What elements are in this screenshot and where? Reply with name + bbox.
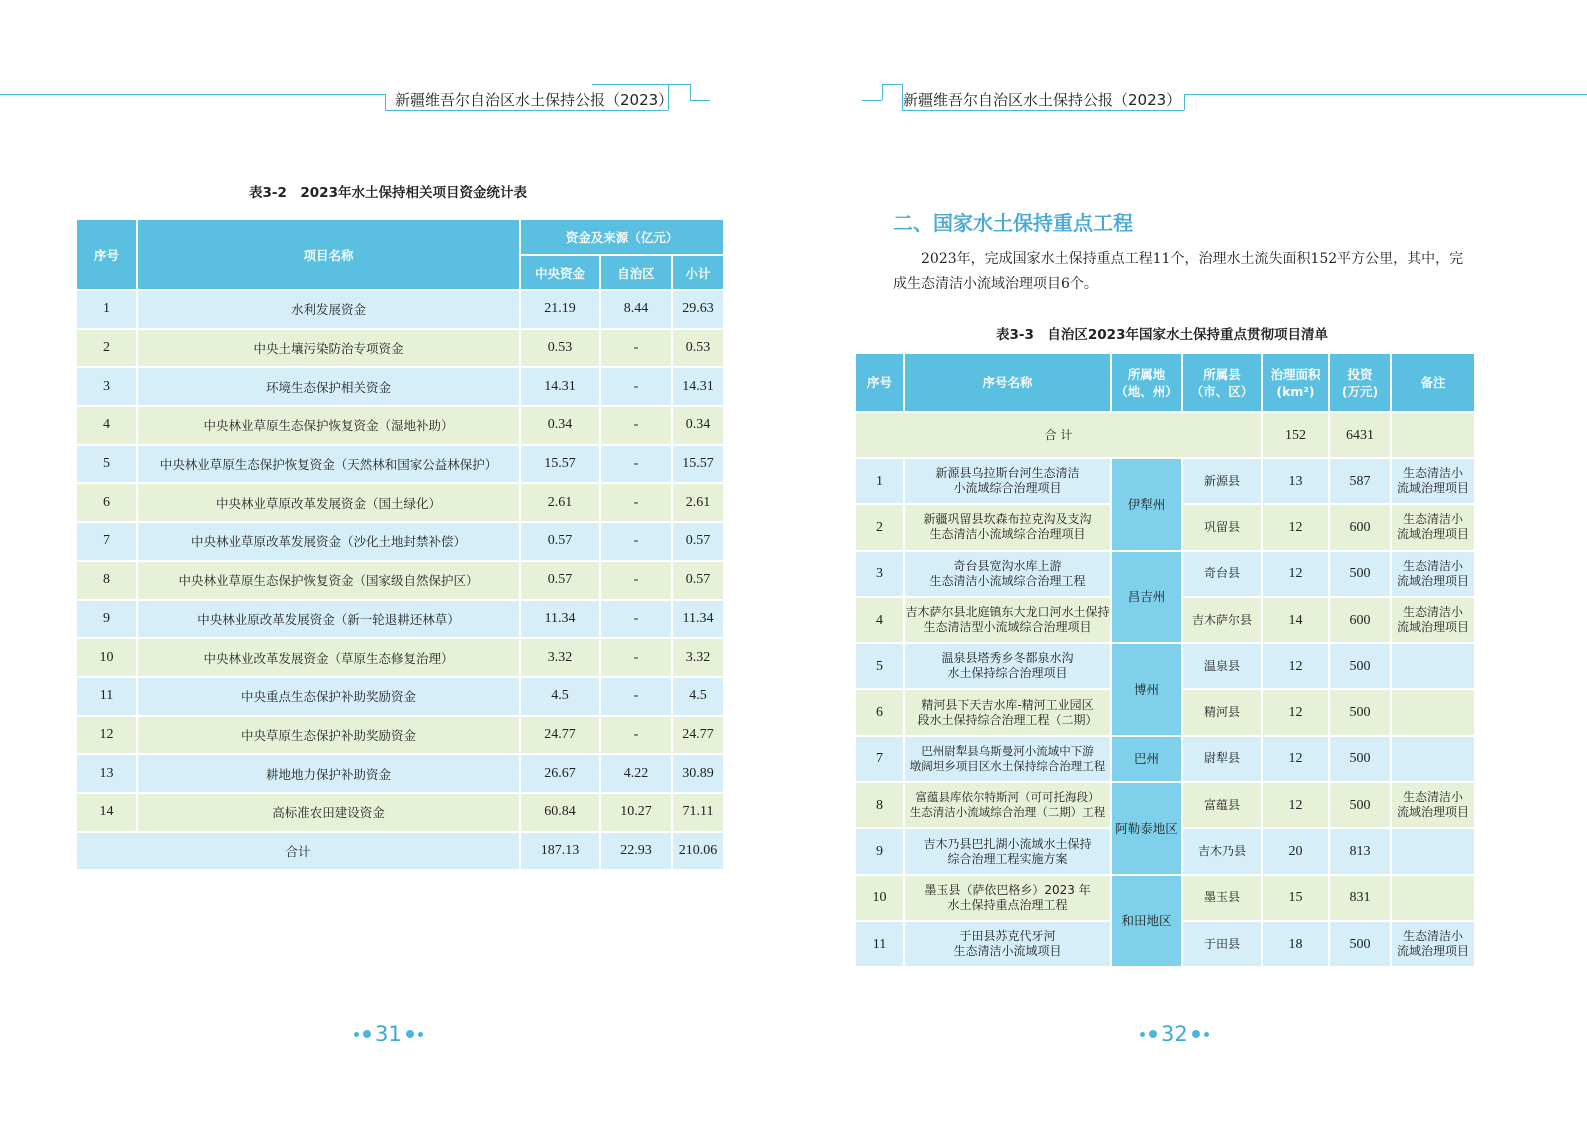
table-row [77,677,724,716]
cell-central: 21.19 [520,290,600,329]
header-bracket-left-v1 [385,94,386,110]
table-row [77,754,724,793]
cell-seq: 2 [856,504,904,550]
cell-investment: 831 [1329,875,1391,921]
table-row [856,458,1475,504]
page-dot [354,1032,359,1037]
cell-subtotal: 0.53 [672,329,724,368]
cell-subtotal: 3.32 [672,638,724,677]
cell-central: 0.53 [520,329,600,368]
table-row [77,367,724,406]
cell-note: 生态清洁小 流域治理项目 [1391,504,1475,550]
header-county: 所属县 （市、区） [1182,354,1262,412]
funding-table [77,220,725,871]
cell-investment: 500 [1329,643,1391,689]
header-prefecture: 所属地 （地、州） [1111,354,1182,412]
header-project-name: 项目名称 [137,220,520,290]
cell-name: 中央林业原改革发展资金（新一轮退耕还林草） [137,600,520,639]
total-note [1391,412,1475,458]
cell-region: 8.44 [600,290,672,329]
cell-subtotal: 0.57 [672,522,724,561]
cell-county: 尉犁县 [1182,736,1262,782]
cell-region: - [600,638,672,677]
cell-region: - [600,677,672,716]
header-bracket-right-v3 [1184,94,1185,110]
table-3-2-caption: 表3-2 2023年水土保持相关项目资金统计表 [249,185,527,201]
total-label: 合 计 [856,412,1262,458]
cell-name: 巴州尉犁县乌斯曼河小流域中下游 墩阔坦乡项目区水土保持综合治理工程 [904,736,1111,782]
header-investment: 投资 (万元) [1329,354,1391,412]
cell-note: 生态清洁小 流域治理项目 [1391,551,1475,597]
cell-seq: 6 [77,483,137,522]
header-bracket-right-tail [862,100,882,101]
cell-seq: 1 [856,458,904,504]
cell-name: 中央草原生态保护补助奖励资金 [137,716,520,755]
total-row [77,832,724,871]
page-dot [1192,1030,1200,1038]
cell-central: 26.67 [520,754,600,793]
total-subtotal: 210.06 [672,832,724,871]
cell-name: 高标准农田建设资金 [137,793,520,832]
cell-name: 水利发展资金 [137,290,520,329]
cell-county: 巩留县 [1182,504,1262,550]
cell-investment: 587 [1329,458,1391,504]
cell-seq: 3 [856,551,904,597]
header-note: 备注 [1391,354,1475,412]
header-bracket-left-tail [690,100,710,101]
cell-region: - [600,406,672,445]
cell-subtotal: 2.61 [672,483,724,522]
total-label: 合计 [77,832,520,871]
cell-area: 12 [1262,736,1329,782]
cell-name: 吉木萨尔县北庭镇东大龙口河水土保持 生态清洁型小流域综合治理项目 [904,597,1111,643]
cell-investment: 500 [1329,782,1391,828]
cell-seq: 8 [77,561,137,600]
cell-subtotal: 71.11 [672,793,724,832]
page-dot [418,1032,423,1037]
cell-seq: 14 [77,793,137,832]
cell-investment: 813 [1329,828,1391,874]
cell-seq: 1 [77,290,137,329]
cell-region: - [600,600,672,639]
cell-subtotal: 24.77 [672,716,724,755]
cell-name: 新源县乌拉斯台河生态清洁 小流域综合治理项目 [904,458,1111,504]
cell-central: 2.61 [520,483,600,522]
cell-name: 奇台县宽沟水库上游 生态清洁小流域综合治理工程 [904,551,1111,597]
cell-name: 中央重点生态保护补助奖励资金 [137,677,520,716]
table-row [77,638,724,677]
table-row [77,561,724,600]
cell-area: 12 [1262,551,1329,597]
table-row [77,522,724,561]
header-central: 中央资金 [520,255,600,290]
cell-investment: 500 [1329,921,1391,967]
cell-seq: 7 [856,736,904,782]
cell-seq: 2 [77,329,137,368]
cell-name: 中央林业草原改革发展资金（国土绿化） [137,483,520,522]
cell-investment: 600 [1329,597,1391,643]
cell-note: 生态清洁小 流域治理项目 [1391,597,1475,643]
cell-prefecture: 昌吉州 [1111,551,1182,644]
cell-area: 12 [1262,643,1329,689]
cell-note [1391,643,1475,689]
page-dot [1204,1032,1209,1037]
cell-name: 中央林业改革发展资金（草原生态修复治理） [137,638,520,677]
cell-seq: 12 [77,716,137,755]
cell-investment: 500 [1329,736,1391,782]
header-rule-left [0,94,385,95]
page-dot [363,1030,371,1038]
section-heading: 二、国家水土保持重点工程 [893,211,1133,235]
cell-subtotal: 15.57 [672,445,724,484]
page-dot [1140,1032,1145,1037]
cell-seq: 10 [856,875,904,921]
cell-investment: 500 [1329,689,1391,735]
cell-prefecture: 博州 [1111,643,1182,736]
cell-seq: 9 [856,828,904,874]
table-row [77,600,724,639]
cell-area: 12 [1262,689,1329,735]
cell-investment: 600 [1329,504,1391,550]
header-bracket-left-v3 [690,84,691,100]
page-number-text: 31 [375,1022,402,1046]
header-bracket-right-top [882,84,902,85]
header-bracket-left-bottom [385,110,668,111]
cell-central: 60.84 [520,793,600,832]
cell-county: 于田县 [1182,921,1262,967]
cell-county: 精河县 [1182,689,1262,735]
cell-seq: 5 [77,445,137,484]
cell-seq: 11 [856,921,904,967]
section-paragraph: 2023年，完成国家水土保持重点工程11个，治理水土流失面积152平方公里，其中，完成生态清洁小流域治理项目6个。 [893,251,1464,292]
cell-name: 中央林业草原生态保护恢复资金（湿地补助） [137,406,520,445]
cell-name: 中央林业草原生态保护恢复资金（天然林和国家公益林保护） [137,445,520,484]
cell-name: 新疆巩留县坎森布拉克沟及支沟 生态清洁小流域综合治理项目 [904,504,1111,550]
running-title-left: 新疆维吾尔自治区水土保持公报（2023） [395,91,674,109]
cell-region: - [600,561,672,600]
cell-prefecture: 和田地区 [1111,875,1182,968]
table-row [856,643,1475,689]
table-3-3-caption: 表3-3 自治区2023年国家水土保持重点贯彻项目清单 [996,327,1328,343]
cell-county: 吉木乃县 [1182,828,1262,874]
cell-note: 生态清洁小 流域治理项目 [1391,782,1475,828]
cell-note: 生态清洁小 流域治理项目 [1391,458,1475,504]
cell-region: - [600,329,672,368]
cell-subtotal: 11.34 [672,600,724,639]
cell-prefecture: 巴州 [1111,736,1182,782]
cell-seq: 4 [77,406,137,445]
cell-name: 耕地地力保护补助资金 [137,754,520,793]
cell-seq: 3 [77,367,137,406]
cell-subtotal: 30.89 [672,754,724,793]
cell-seq: 4 [856,597,904,643]
cell-subtotal: 29.63 [672,290,724,329]
key-projects-table [856,354,1476,968]
cell-area: 12 [1262,782,1329,828]
cell-note [1391,736,1475,782]
cell-region: - [600,716,672,755]
table-row [77,793,724,832]
cell-central: 11.34 [520,600,600,639]
cell-name: 中央林业草原改革发展资金（沙化土地封禁补偿） [137,522,520,561]
table-row [77,406,724,445]
cell-seq: 8 [856,782,904,828]
cell-name: 中央林业草原生态保护恢复资金（国家级自然保护区） [137,561,520,600]
total-row [856,412,1475,458]
cell-name: 富蕴县库依尔特斯河（可可托海段） 生态清洁小流域综合治理（二期）工程 [904,782,1111,828]
header-bracket-left-top [592,84,690,85]
header-bracket-right-v1 [882,84,883,100]
header-project-name: 序号名称 [904,354,1111,412]
cell-note [1391,828,1475,874]
header-seq: 序号 [856,354,904,412]
cell-investment: 500 [1329,551,1391,597]
cell-region: - [600,483,672,522]
cell-area: 14 [1262,597,1329,643]
header-region: 自治区 [600,255,672,290]
total-central: 187.13 [520,832,600,871]
cell-region: - [600,445,672,484]
running-title-right: 新疆维吾尔自治区水土保持公报（2023） [903,91,1182,109]
table-row [856,551,1475,597]
total-region: 22.93 [600,832,672,871]
cell-note [1391,689,1475,735]
cell-central: 0.57 [520,561,600,600]
cell-county: 奇台县 [1182,551,1262,597]
cell-name: 墨玉县（萨依巴格乡）2023 年 水土保持重点治理工程 [904,875,1111,921]
cell-county: 温泉县 [1182,643,1262,689]
cell-region: 4.22 [600,754,672,793]
cell-name: 精河县下天吉水库-精河工业园区 段水土保持综合治理工程（二期） [904,689,1111,735]
cell-area: 12 [1262,504,1329,550]
header-subtotal: 小计 [672,255,724,290]
cell-central: 4.5 [520,677,600,716]
page-number-text: 32 [1161,1022,1188,1046]
cell-name: 吉木乃县巴扎湖小流域水土保持 综合治理工程实施方案 [904,828,1111,874]
cell-prefecture: 阿勒泰地区 [1111,782,1182,875]
cell-note [1391,875,1475,921]
cell-subtotal: 14.31 [672,367,724,406]
cell-county: 富蕴县 [1182,782,1262,828]
cell-name: 温泉县塔秀乡冬都泉水沟 水土保持综合治理项目 [904,643,1111,689]
cell-area: 18 [1262,921,1329,967]
cell-seq: 5 [856,643,904,689]
cell-name: 环境生态保护相关资金 [137,367,520,406]
cell-seq: 10 [77,638,137,677]
table-row [77,290,724,329]
cell-area: 13 [1262,458,1329,504]
cell-name: 中央土壤污染防治专项资金 [137,329,520,368]
cell-area: 20 [1262,828,1329,874]
table-row [856,875,1475,921]
cell-central: 14.31 [520,367,600,406]
cell-prefecture: 伊犁州 [1111,458,1182,551]
header-fund-group: 资金及来源（亿元） [520,220,724,255]
page-number-left [354,1022,423,1046]
cell-county: 吉木萨尔县 [1182,597,1262,643]
table-row [77,716,724,755]
cell-central: 0.34 [520,406,600,445]
cell-region: - [600,367,672,406]
cell-county: 新源县 [1182,458,1262,504]
total-area: 152 [1262,412,1329,458]
table-row [77,483,724,522]
cell-central: 3.32 [520,638,600,677]
header-rule-right [1184,94,1587,95]
cell-name: 于田县苏克代牙河 生态清洁小流域项目 [904,921,1111,967]
cell-central: 15.57 [520,445,600,484]
total-investment: 6431 [1329,412,1391,458]
cell-seq: 7 [77,522,137,561]
cell-seq: 6 [856,689,904,735]
cell-subtotal: 0.34 [672,406,724,445]
cell-county: 墨玉县 [1182,875,1262,921]
cell-region: 10.27 [600,793,672,832]
cell-central: 0.57 [520,522,600,561]
cell-area: 15 [1262,875,1329,921]
page-dot [406,1030,414,1038]
table-row [77,445,724,484]
header-area: 治理面积 (km²) [1262,354,1329,412]
header-seq: 序号 [77,220,137,290]
cell-subtotal: 0.57 [672,561,724,600]
cell-note: 生态清洁小 流域治理项目 [1391,921,1475,967]
cell-seq: 11 [77,677,137,716]
table-row [77,329,724,368]
cell-seq: 13 [77,754,137,793]
page-number-right [1140,1022,1209,1046]
table-row [856,782,1475,828]
page-dot [1149,1030,1157,1038]
cell-seq: 9 [77,600,137,639]
table-row [856,736,1475,782]
cell-region: - [600,522,672,561]
header-bracket-right-bottom [902,110,1184,111]
cell-central: 24.77 [520,716,600,755]
cell-subtotal: 4.5 [672,677,724,716]
